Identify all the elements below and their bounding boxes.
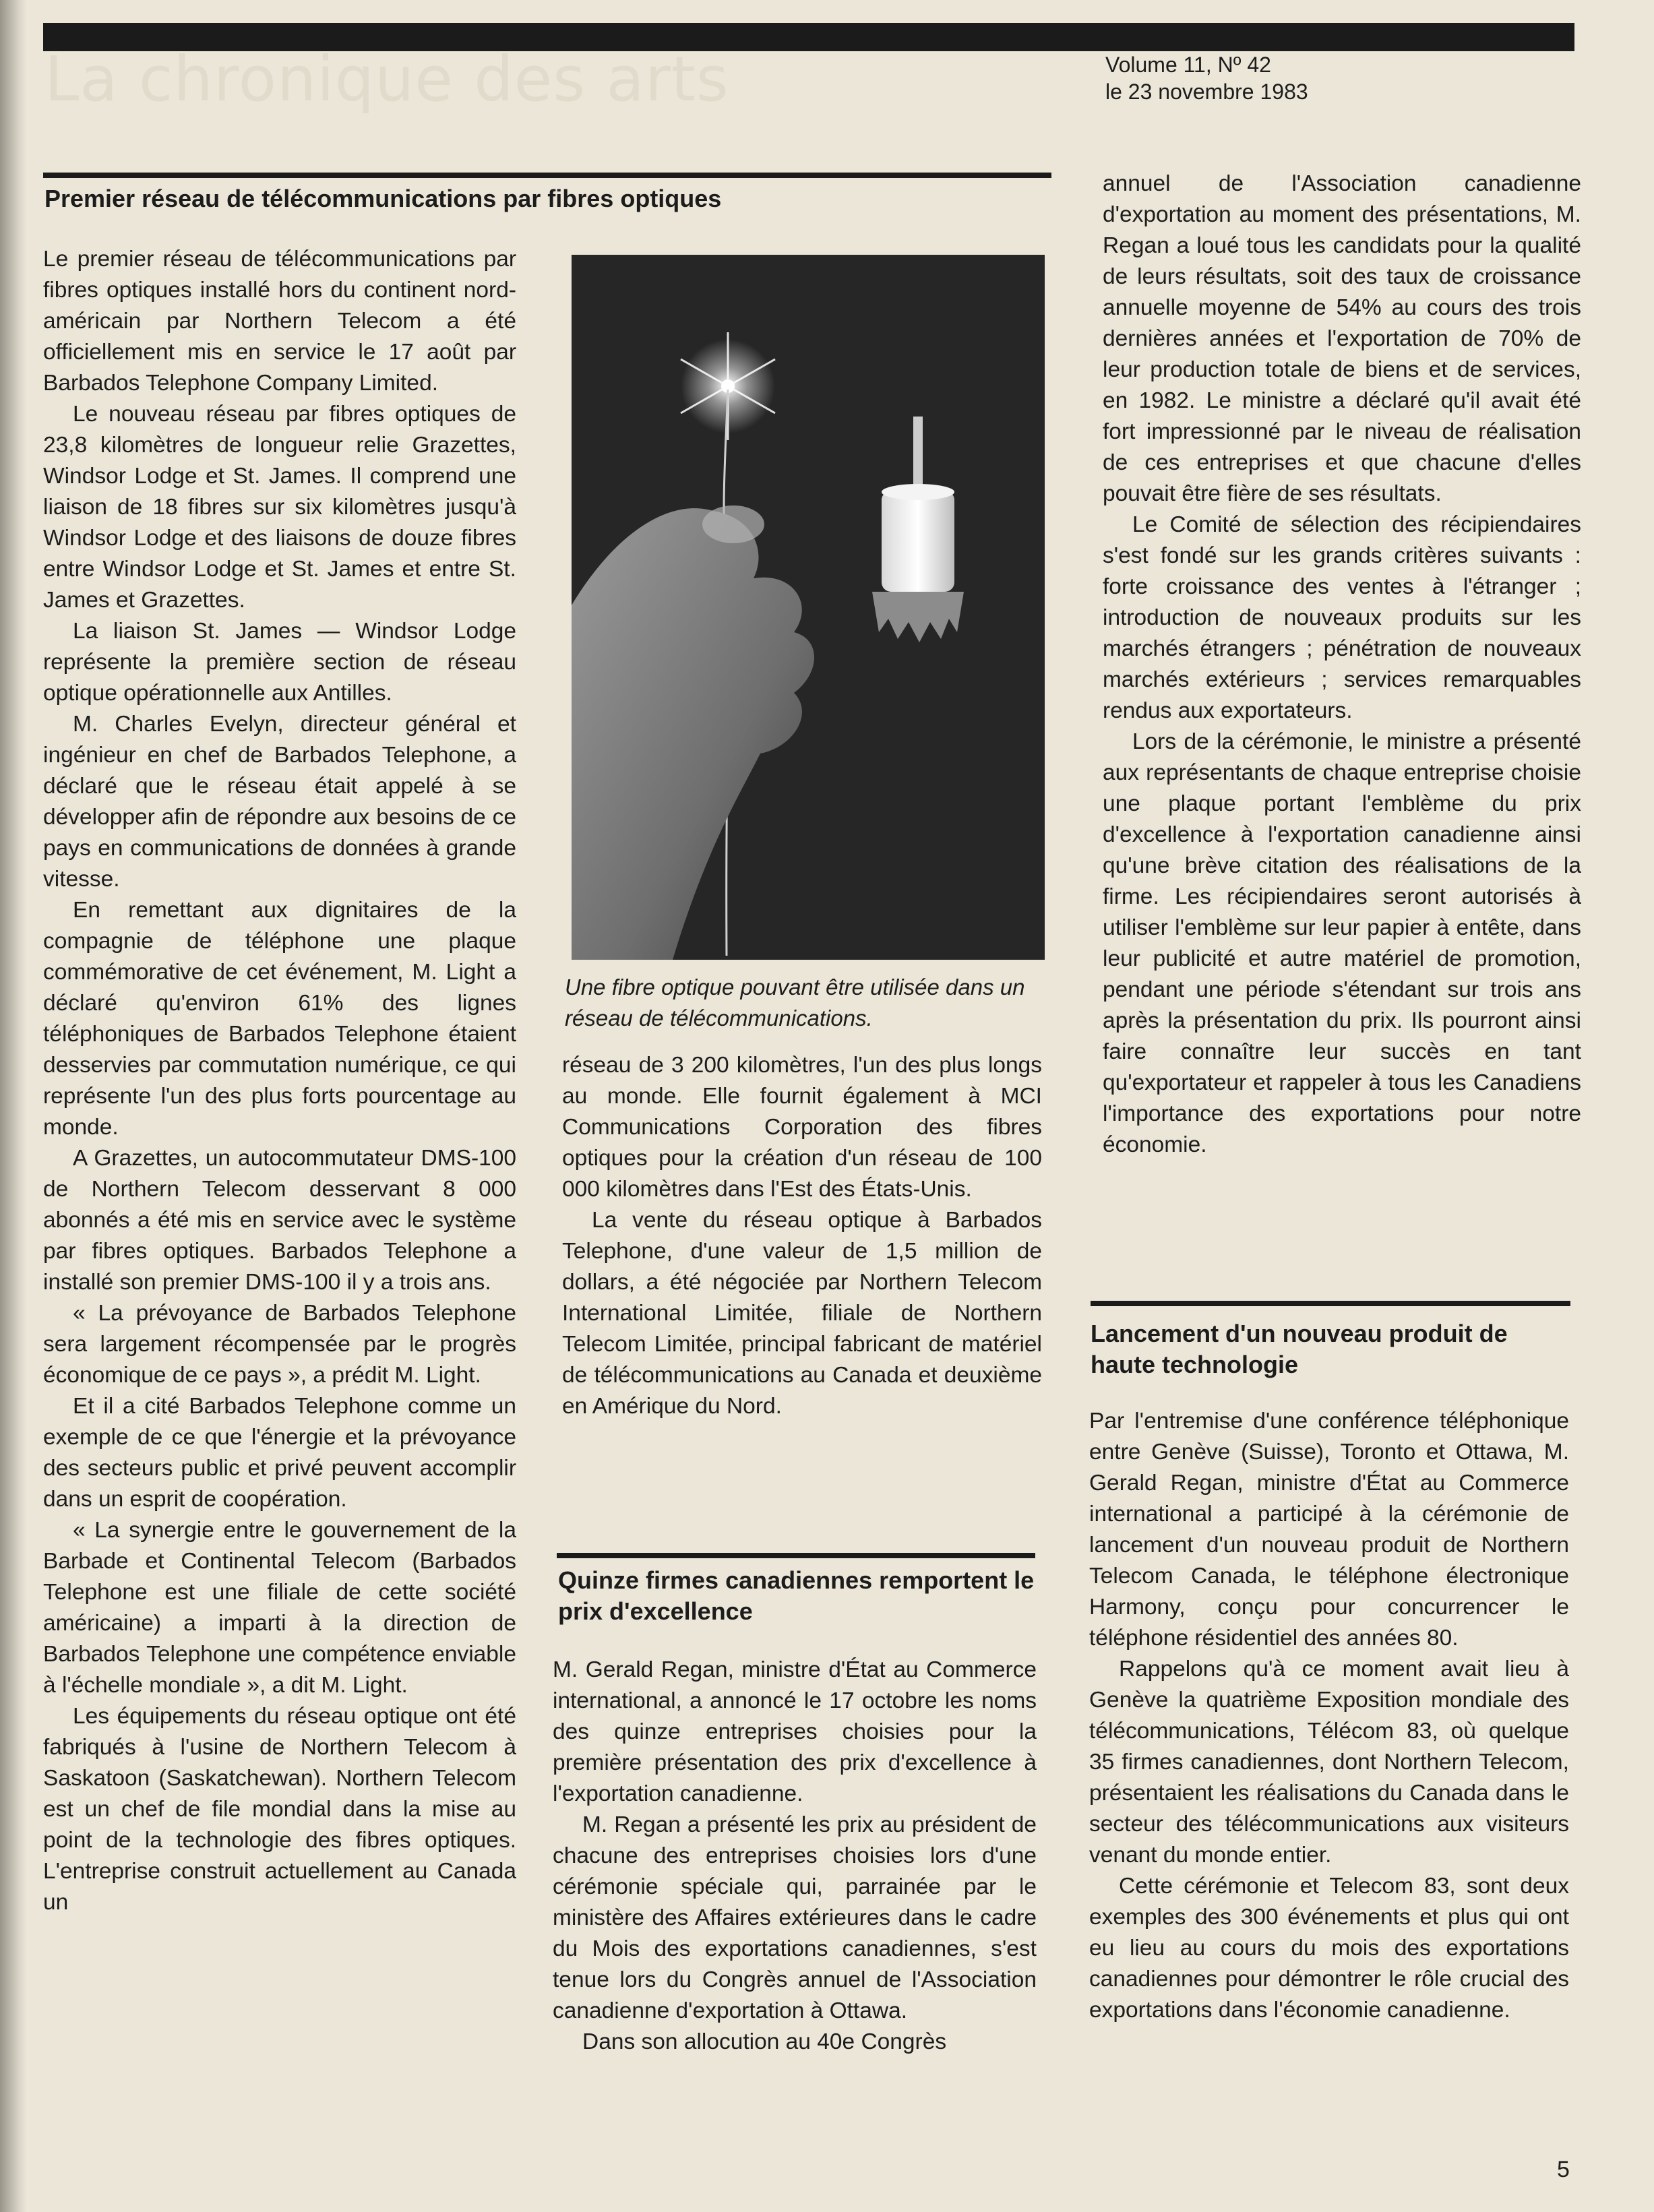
article1-headline: Premier réseau de télécommunications par fibres optiques <box>44 185 722 212</box>
fiber-optic-photo-illustration <box>572 255 1045 960</box>
paragraph: Les équipements du réseau optique ont été fabriqués à l'usine de Northern Telecom à Saskatoon (Saskatchewan). Northern Telecom est un chef de file mondial dans la mise au point de la technologie des fibres optiques. L'entreprise construit actuellement au Canada un <box>43 1704 516 1915</box>
paragraph: Le Comité de sélection des récipiendaires s'est fondé sur les grands critères suivants : forte croissance des ventes à l'étranger ; introduction de nouveaux produits sur les marchés étrangers ; pénétration de nouveaux marchés extérieurs ; services remarquables rendus aux exportateurs. <box>1103 512 1581 723</box>
issue-date: le 23 novembre 1983 <box>1105 80 1308 104</box>
article3-column3 <box>1089 1406 1569 2026</box>
paragraph: Par l'entremise d'une conférence téléphonique entre Genève (Suisse), Toronto et Ottawa, M. Gerald Regan, ministre d'État au Commerce international a participé à la cérémonie de lancement d'un nouveau produit de Northern Telecom Canada, le téléphone électronique Harmony, conçu pour concurrencer le téléphone résidentiel des années 80. <box>1089 1409 1569 1651</box>
article3-rule <box>1091 1301 1570 1306</box>
article2-headline: Quinze firmes canadiennes remportent le prix d'excellence <box>558 1566 1035 1625</box>
paragraph: Cette cérémonie et Telecom 83, sont deux exemples des 300 événements et plus qui ont eu lieu au cours du mois des exportations canadiennes pour démontrer le rôle crucial des exportations dans l'économie canadienne. <box>1089 1874 1569 2023</box>
paragraph: Le nouveau réseau par fibres optiques de 23,8 kilomètres de longueur relie Grazettes, Windsor Lodge et St. James. Il comprend une liaison de 18 fibres sur six kilomètres jusqu'à Windsor Lodge et des liaisons de douze fibres entre Windsor Lodge et St. James et entre St. James et Grazettes. <box>43 402 516 613</box>
paragraph: réseau de 3 200 kilomètres, l'un des plus longs au monde. Elle fournit également à MCI Communications Corporation des fibres optiques pour la création d'un réseau de 100 000 kilomètres dans l'Est des États-Unis. <box>562 1053 1042 1202</box>
article2-rule <box>557 1553 1035 1558</box>
article2-column3 <box>1103 168 1581 1161</box>
paragraph: La vente du réseau optique à Barbados Telephone, d'une valeur de 1,5 million de dollars, a été négociée par Northern Telecom International Limitée, filiale de Northern Telecom Limitée, principal fabricant de matériel de télécommunications au Canada et deuxième en Amérique du Nord. <box>562 1208 1042 1419</box>
paragraph: M. Charles Evelyn, directeur général et ingénieur en chef de Barbados Telephone, a déclaré que le réseau était appelé à se développer afin de répondre aux besoins de ce pays en communications de données à grande vitesse. <box>43 712 516 892</box>
paragraph: A Grazettes, un autocommutateur DMS-100 de Northern Telecom desservant 8 000 abonnés a été mis en service avec le système par fibres optiques. Barbados Telephone a installé son premier DMS-100 il y a trois ans. <box>43 1146 516 1295</box>
article1-rule <box>43 173 1051 178</box>
paragraph: annuel de l'Association canadienne d'exportation au moment des présentations, M. Regan a loué tous les candidats pour la qualité de leurs résultats, soit des taux de croissance annuelle moyenne de 54% au cours des trois dernières années et l'exportation de 70% de leur production totale de biens et de services, en 1982. Le ministre a déclaré qu'il avait été fort impressionné par le niveau de réalisation de ces entreprises et que chacune d'elles pouvait être fière de ses résultats. <box>1103 171 1581 506</box>
issue-info <box>1105 51 1308 105</box>
paragraph: Rappelons qu'à ce moment avait lieu à Genève la quatrième Exposition mondiale des télécommunications, Télécom 83, où quelque 35 firmes canadiennes, dont Northern Telecom, présentaient les réalisations du Canada dans le secteur des télécommunications aux visiteurs venant du monde entier. <box>1089 1657 1569 1868</box>
paragraph: Le premier réseau de télécommunications par fibres optiques installé hors du continent nord-américain par Northern Telecom a été officiellement mis en service le 17 août par Barbados Telephone Company Limited. <box>43 247 516 396</box>
paragraph: Dans son allocution au 40e Congrès <box>582 2029 947 2054</box>
article1-column1 <box>43 244 516 1918</box>
photo-caption: Une fibre optique pouvant être utilisée dans un réseau de télécommunications. <box>565 975 1025 1031</box>
page-binding-shadow <box>0 0 27 2212</box>
paragraph: Lors de la cérémonie, le ministre a présenté aux représentants de chaque entreprise choisie une plaque portant l'emblème du prix d'excellence à l'exportation canadienne ainsi qu'une brève citation des réalisations de la firme. Les récipiendaires seront autorisés à utiliser l'emblème sur leur papier à entête, dans leur publicité et autre matériel de promotion, pendant une période s'étendant sur trois ans après la présentation du prix. Ils pourront ainsi faire connaître leur succès en tant qu'exportateur et rappeler à tous les Canadiens l'importance des exportations pour notre économie. <box>1103 729 1581 1157</box>
article2-column2 <box>553 1655 1037 2058</box>
paragraph: M. Regan a présenté les prix au président de chacune des entreprises choisies lors d'une cérémonie spéciale qui, parrainée par le ministère des Affaires extérieures dans le cadre du Mois des exportations canadiennes, s'est tenue lors du Congrès annuel de l'Association canadienne d'exportation à Ottawa. <box>553 1812 1037 2023</box>
article1-column2 <box>562 1050 1042 1422</box>
page-number: 5 <box>1557 2157 1570 2182</box>
article3-headline: Lancement d'un nouveau produit de haute technologie <box>1091 1320 1508 1378</box>
paragraph: Et il a cité Barbados Telephone comme un exemple de ce que l'énergie et la prévoyance des secteurs public et privé peuvent accomplir dans un esprit de coopération. <box>43 1394 516 1512</box>
fiber-optic-photo <box>572 255 1045 960</box>
paragraph: La liaison St. James — Windsor Lodge représente la première section de réseau optique opérationnelle aux Antilles. <box>43 619 516 706</box>
issue-volume: Volume 11, Nº 42 <box>1105 53 1271 77</box>
paragraph: En remettant aux dignitaires de la compagnie de téléphone une plaque commémorative de cet événement, M. Light a déclaré qu'environ 61% des lignes téléphoniques de Barbados Telephone étaient desservies par commutation numérique, ce qui représente l'un des plus forts pourcentage au monde. <box>43 898 516 1140</box>
masthead-ghost-title: La chronique des arts <box>44 43 729 115</box>
paragraph: « La prévoyance de Barbados Telephone sera largement récompensée par le progrès économique de ce pays », a prédit M. Light. <box>43 1301 516 1388</box>
paragraph: « La synergie entre le gouvernement de la Barbade et Continental Telecom (Barbados Telephone est une filiale de cette société américaine) a imparti à la direction de Barbados Telephone une compétence enviable à l'échelle mondiale », a dit M. Light. <box>43 1518 516 1698</box>
paragraph: M. Gerald Regan, ministre d'État au Commerce international, a annoncé le 17 octobre les noms des quinze entreprises choisies pour la première présentation des prix d'excellence à l'exportation canadienne. <box>553 1657 1037 1806</box>
